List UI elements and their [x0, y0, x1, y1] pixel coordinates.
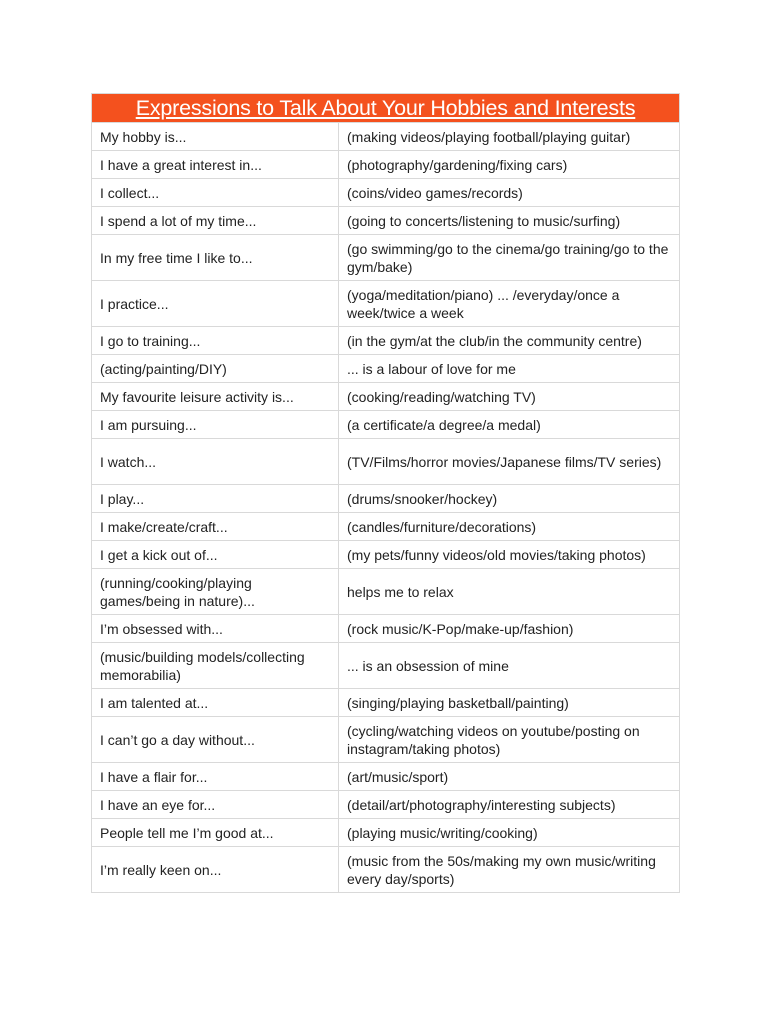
examples-cell: (art/music/sport): [339, 763, 680, 791]
examples-cell: (candles/furniture/decorations): [339, 513, 680, 541]
examples-cell: (making videos/playing football/playing guitar): [339, 123, 680, 151]
expression-cell: I have a flair for...: [92, 763, 339, 791]
expression-cell: I collect...: [92, 179, 339, 207]
expression-cell: I practice...: [92, 281, 339, 327]
expression-cell: I go to training...: [92, 327, 339, 355]
examples-cell: (in the gym/at the club/in the community centre): [339, 327, 680, 355]
table-row: [92, 207, 680, 235]
table-row: [92, 643, 680, 689]
expression-cell: My favourite leisure activity is...: [92, 383, 339, 411]
table-row: [92, 411, 680, 439]
expression-cell: I am pursuing...: [92, 411, 339, 439]
expression-cell: I make/create/craft...: [92, 513, 339, 541]
table-row: [92, 819, 680, 847]
expression-cell: I’m obsessed with...: [92, 615, 339, 643]
examples-cell: (go swimming/go to the cinema/go training/go to the gym/bake): [339, 235, 680, 281]
table-row: [92, 151, 680, 179]
title-row: [92, 94, 680, 123]
examples-cell: (drums/snooker/hockey): [339, 485, 680, 513]
examples-cell: (going to concerts/listening to music/surfing): [339, 207, 680, 235]
examples-cell: (playing music/writing/cooking): [339, 819, 680, 847]
table-row: [92, 541, 680, 569]
expression-cell: (acting/painting/DIY): [92, 355, 339, 383]
table-row: [92, 235, 680, 281]
expression-cell: In my free time I like to...: [92, 235, 339, 281]
examples-cell: ... is a labour of love for me: [339, 355, 680, 383]
table-row: [92, 179, 680, 207]
expression-cell: I have a great interest in...: [92, 151, 339, 179]
expression-cell: (music/building models/collecting memorabilia): [92, 643, 339, 689]
examples-cell: (detail/art/photography/interesting subjects): [339, 791, 680, 819]
examples-cell: (photography/gardening/fixing cars): [339, 151, 680, 179]
expression-cell: I can’t go a day without...: [92, 717, 339, 763]
expression-cell: I get a kick out of...: [92, 541, 339, 569]
expression-cell: I’m really keen on...: [92, 847, 339, 893]
table-row: [92, 485, 680, 513]
expression-cell: I spend a lot of my time...: [92, 207, 339, 235]
table-row: [92, 383, 680, 411]
table-row: [92, 355, 680, 383]
examples-cell: (cooking/reading/watching TV): [339, 383, 680, 411]
examples-cell: (music from the 50s/making my own music/writing every day/sports): [339, 847, 680, 893]
examples-cell: (rock music/K-Pop/make-up/fashion): [339, 615, 680, 643]
examples-cell: (singing/playing basketball/painting): [339, 689, 680, 717]
table-row: [92, 847, 680, 893]
hobbies-expressions-table: [91, 93, 680, 893]
expression-cell: I watch...: [92, 439, 339, 485]
examples-cell: (coins/video games/records): [339, 179, 680, 207]
expression-cell: People tell me I’m good at...: [92, 819, 339, 847]
examples-cell: helps me to relax: [339, 569, 680, 615]
examples-cell: (cycling/watching videos on youtube/posting on instagram/taking photos): [339, 717, 680, 763]
table-row: [92, 439, 680, 485]
table-row: [92, 569, 680, 615]
table-row: [92, 717, 680, 763]
examples-cell: (yoga/meditation/piano) ... /everyday/once a week/twice a week: [339, 281, 680, 327]
expression-cell: I play...: [92, 485, 339, 513]
table-row: [92, 689, 680, 717]
table-row: [92, 327, 680, 355]
table-row: [92, 513, 680, 541]
table-row: [92, 763, 680, 791]
table-row: [92, 615, 680, 643]
examples-cell: (a certificate/a degree/a medal): [339, 411, 680, 439]
examples-cell: ... is an obsession of mine: [339, 643, 680, 689]
document-title: Expressions to Talk About Your Hobbies and Interests: [92, 94, 680, 123]
table-row: [92, 281, 680, 327]
examples-cell: (TV/Films/horror movies/Japanese films/TV series): [339, 439, 680, 485]
expression-cell: I am talented at...: [92, 689, 339, 717]
examples-cell: (my pets/funny videos/old movies/taking photos): [339, 541, 680, 569]
expression-cell: (running/cooking/playing games/being in nature)...: [92, 569, 339, 615]
expression-cell: My hobby is...: [92, 123, 339, 151]
table-row: [92, 791, 680, 819]
expression-cell: I have an eye for...: [92, 791, 339, 819]
table-row: [92, 123, 680, 151]
